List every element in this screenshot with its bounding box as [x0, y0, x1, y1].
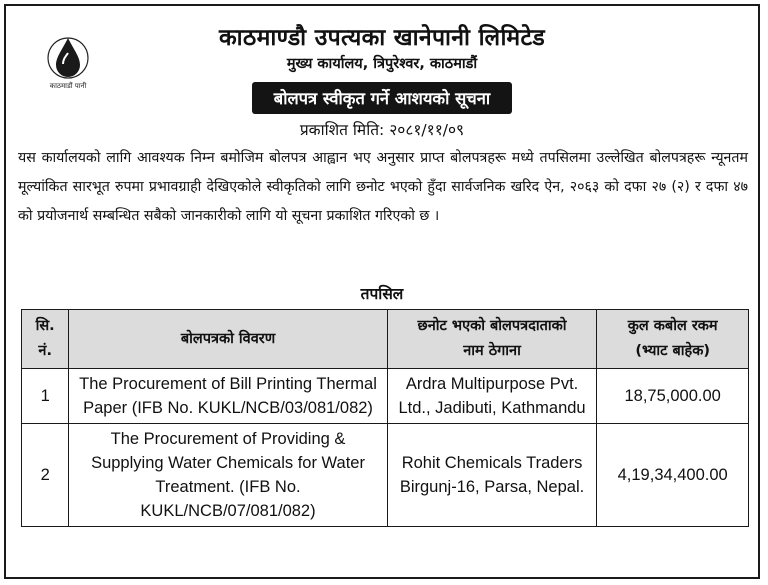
- header-sn-line1: सि.: [35, 318, 55, 334]
- table-row: [22, 369, 749, 424]
- header-bidder: [387, 310, 597, 369]
- row-description: The Procurement of Bill Printing Thermal Paper (IFB No. KUKL/NCB/03/081/082): [69, 369, 387, 424]
- header-description: [69, 310, 387, 369]
- row-description: The Procurement of Providing & Supplying Water Chemicals for Water Treatment. (IFB No. KUKL/NCB/07/081/082): [69, 424, 387, 527]
- header-bidder-line2: नाम ठेगाना: [463, 343, 521, 359]
- header-amount-line2: (भ्याट बाहेक): [635, 343, 711, 359]
- notice-paragraph: यस कार्यालयको लागि आवश्यक निम्न बमोजिम बोलपत्र आह्वान भए अनुसार प्राप्त बोलपत्रहरू मध्ये तपसिलमा उल्लेखित बोलपत्रहरू न्यूनतम मूल्यांकित सारभूत रुपमा प्रभावग्राही देखिएकोले स्वीकृतिको लागि छनोट भएको हुँदा सार्वजनिक खरिद ऐन, २०६३ को दफा २७ (२) र दफा ४७ को प्रयोजनार्थ सम्बन्धित सबैको जानकारीको लागि यो सूचना प्रकाशित गरिएको छ ।: [18, 150, 748, 224]
- notice-title-banner: बोलपत्र स्वीकृत गर्ने आशयको सूचना: [252, 82, 512, 114]
- table-row: [22, 424, 749, 527]
- header-amount: [597, 310, 749, 369]
- header-bidder-line1: छनोट भएको बोलपत्रदाताको: [417, 318, 567, 334]
- row-sn: 1: [22, 369, 69, 424]
- table-header-row: [22, 310, 749, 369]
- schedule-heading: तपसिल: [360, 285, 404, 303]
- header-sn: [22, 310, 69, 369]
- header-amount-line1: कुल कबोल रकम: [627, 318, 718, 334]
- logo-caption: काठमाडौं पानी: [49, 82, 87, 90]
- notice-page: [4, 4, 760, 579]
- organization-name: काठमाण्डौ उपत्यका खानेपानी लिमिटेड: [219, 25, 545, 51]
- published-date: प्रकाशित मिति: २०८१/११/०९: [299, 121, 465, 139]
- header-description-label: बोलपत्रको विवरण: [180, 330, 276, 347]
- row-amount: 4,19,34,400.00: [597, 424, 749, 527]
- office-address: मुख्य कार्यालय, त्रिपुरेश्वर, काठमाडौं: [286, 56, 478, 72]
- row-bidder: Ardra Multipurpose Pvt. Ltd., Jadibuti, Kathmandu: [387, 369, 597, 424]
- row-sn: 2: [22, 424, 69, 527]
- row-amount: 18,75,000.00: [597, 369, 749, 424]
- row-bidder: Rohit Chemicals Traders Birgunj-16, Parsa, Nepal.: [387, 424, 597, 527]
- tender-schedule-table: [21, 309, 749, 527]
- header-sn-line2: नं.: [38, 343, 52, 359]
